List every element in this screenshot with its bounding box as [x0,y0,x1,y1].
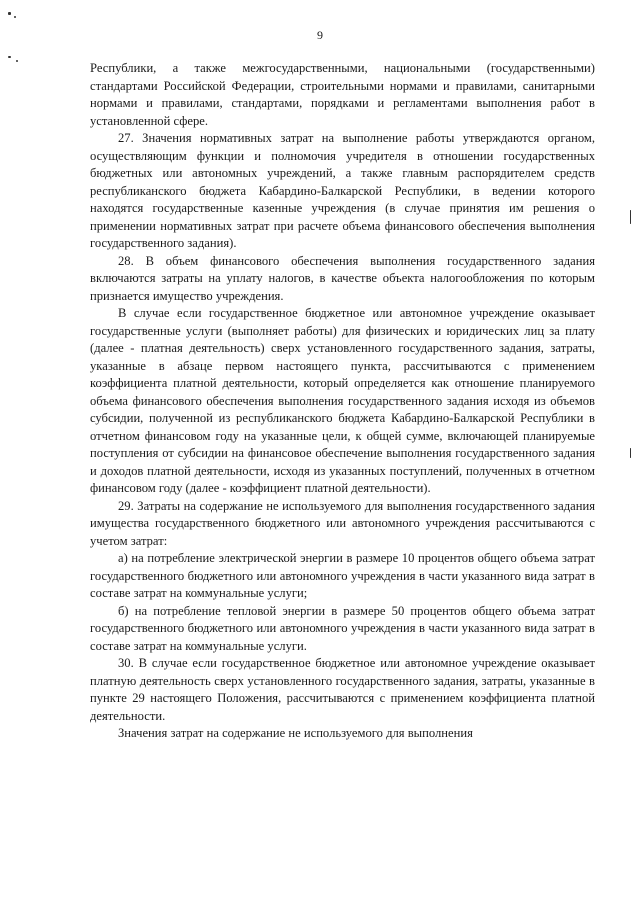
document-body [90,60,595,743]
page-number: 9 [317,28,323,42]
paragraph-item-28: 28. В объем финансового обеспечения выполнения государственного задания включаются затраты на уплату налогов, в качестве объекта налогообложения по которым признается имущество учреждения. [90,253,595,303]
paragraph-item-29: 29. Затраты на содержание не используемого для выполнения государственного задания имущества государственного бюджетного или автономного учреждения рассчитываются с учетом затрат: [90,498,595,548]
scan-mark-left-2 [16,60,18,62]
paragraph-item-29-a: а) на потребление электрической энергии в размере 10 процентов общего объема затрат государственного бюджетного или автономного учреждения в части указанного вида затрат в составе затрат на коммунальные услуги; [90,551,595,600]
scan-mark-left [8,56,11,58]
paragraph-item-27: 27. Значения нормативных затрат на выполнение работы утверждаются органом, осуществляющим функции и полномочия учредителя в отношении государственных бюджетных или автономных учреждений, а также главным распорядителем средств республиканского бюджета Кабардино-Балкарской Республики, в ведении которого находятся государственные казенные учреждения (в случае принятия им решения о применении нормативных затрат при расчете объема финансового обеспечения выполнения государственного задания). [90,131,595,250]
paragraph-item-29-b: б) на потребление тепловой энергии в размере 50 процентов общего объема затрат государственного бюджетного или автономного учреждения в части указанного вида затрат в составе затрат на коммунальные услуги. [90,603,595,653]
paragraph-continuation: Республики, а также межгосударственными, национальными (государственными) стандартами Российской Федерации, строительными нормами и правилами, санитарными нормами и правилами, стандартами, порядками и регламентами выполнения работ в установленной сфере. [90,61,595,128]
paragraph-cost-values: Значения затрат на содержание не используемого для выполнения [118,726,473,740]
paragraph-item-30: 30. В случае если государственное бюджетное или автономное учреждение оказывает платную деятельность сверх установленного государственного задания, затраты, указанные в пункте 29 настоящего Положения, рассчитываются с применением коэффициента платной деятельности. [90,656,595,723]
scan-mark-top-left-2 [14,16,16,18]
scan-mark-right [630,210,631,224]
scan-mark-right-2 [630,448,631,458]
scan-mark-top-left [8,12,11,15]
paragraph-paid-activity: В случае если государственное бюджетное или автономное учреждение оказывает государственные услуги (выполняет работы) для физических и юридических лиц за плату (далее - платная деятельность) сверх установленного государственного задания, затраты, указанные в абзаце первом настоящего пункта, рассчитываются с применением коэффициента платной деятельности, который определяется как отношение планируемого объема финансового обеспечения выполнения государственного задания исходя из объемов субсидии, полученной из республиканского бюджета Кабардино-Балкарской Республики в отчетном финансовом году на указанные цели, к общей сумме, включающей планируемые поступления от субсидии на финансовое обеспечение выполнения государственного задания и доходов платной деятельности, исходя из указанных поступлений, полученных в отчетном финансовом году (далее - коэффициент платной деятельности). [90,306,595,495]
